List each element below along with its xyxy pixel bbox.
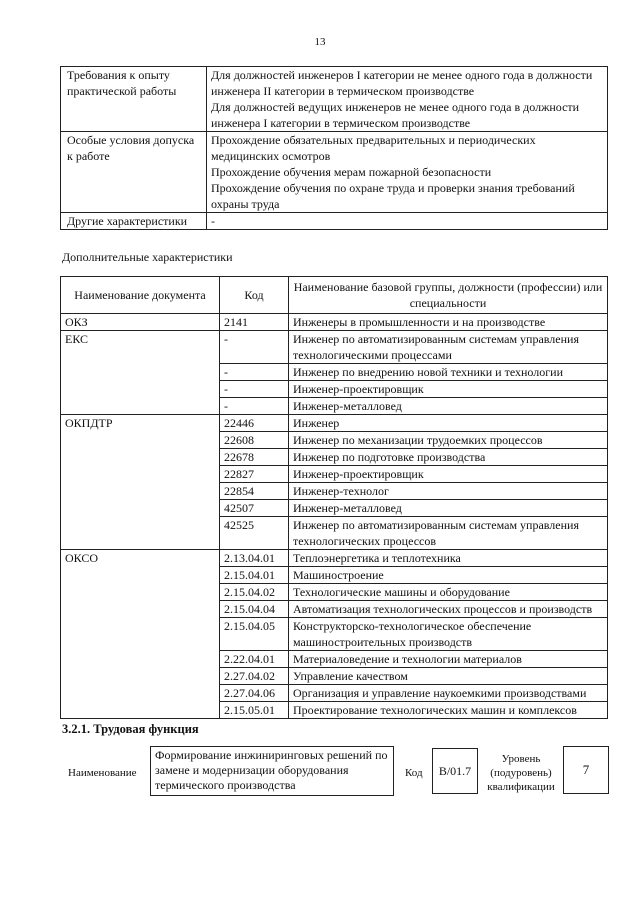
code-cell: 2.13.04.01 (220, 550, 289, 567)
level-value: 7 (582, 762, 590, 777)
group-name-cell: Машиностроение (289, 567, 608, 584)
group-name-cell: Автоматизация технологических процессов и производств (289, 601, 608, 618)
group-name-cell: Материаловедение и технологии материалов (289, 651, 608, 668)
table-row (61, 314, 608, 331)
group-name-cell: Инженер по автоматизированным системам управления технологических процессов (289, 517, 608, 550)
code-cell: 2141 (220, 314, 289, 331)
group-name-cell: Инженер по механизации трудоемких процессов (289, 432, 608, 449)
requirements-table (60, 66, 608, 230)
code-cell: - (220, 381, 289, 398)
code-cell: - (220, 398, 289, 415)
function-code-value: B/01.7 (438, 763, 472, 778)
requirement-line: Прохождение обязательных предварительных и периодических медицинских осмотров (211, 133, 536, 163)
group-name-cell: Инженер по подготовке производства (289, 449, 608, 466)
group-name-cell: Инженер (289, 415, 608, 432)
additional-characteristics-title: Дополнительные характеристики (62, 250, 233, 264)
requirement-value (207, 213, 608, 230)
table-header-row (61, 277, 608, 314)
header-document: Наименование документа (61, 277, 220, 314)
page-number: 13 (314, 36, 326, 48)
document-name-cell: ОКПДТР (61, 415, 220, 550)
function-name-box (150, 746, 394, 796)
requirement-line: - (211, 214, 215, 228)
section-title: 3.2.1. Трудовая функция (62, 722, 199, 736)
requirement-key: Требования к опыту практической работы (61, 67, 207, 132)
group-name-cell: Управление качеством (289, 668, 608, 685)
level-value-box (563, 746, 609, 794)
group-name-cell: Инженер-проектировщик (289, 381, 608, 398)
requirement-row (61, 132, 608, 213)
table-row (61, 550, 608, 567)
level-label: Уровень (подуровень) квалификации (487, 753, 555, 793)
document-name-cell: ЕКС (61, 331, 220, 415)
code-cell: 2.15.04.01 (220, 567, 289, 584)
requirement-value (207, 132, 608, 213)
code-cell: 42507 (220, 500, 289, 517)
group-name-cell: Технологические машины и оборудование (289, 584, 608, 601)
requirement-key: Особые условия допуска к работе (61, 132, 207, 213)
code-cell: 22446 (220, 415, 289, 432)
group-name-cell: Инженер-проектировщик (289, 466, 608, 483)
code-cell: 42525 (220, 517, 289, 550)
group-name-cell: Проектирование технологических машин и комплексов (289, 702, 608, 719)
function-name-value: Формирование инжиниринговых решений по замене и модернизации оборудования термического производства (155, 748, 388, 792)
requirement-line: Прохождение обучения по охране труда и проверки знания требований охраны труда (211, 181, 575, 211)
additional-characteristics-table (60, 276, 608, 719)
group-name-cell: Теплоэнергетика и теплотехника (289, 550, 608, 567)
requirement-line: Для должностей ведущих инженеров не менее одного года в должности инженера I категории в термическом производстве (211, 100, 580, 130)
code-cell: 22827 (220, 466, 289, 483)
requirement-line: Для должностей инженеров I категории не менее одного года в должности инженера II категории в термическом производстве (211, 68, 593, 98)
table-row (61, 415, 608, 432)
code-cell: 2.15.04.04 (220, 601, 289, 618)
code-cell: 2.22.04.01 (220, 651, 289, 668)
requirement-key: Другие характеристики (61, 213, 207, 230)
group-name-cell: Инженер по внедрению новой техники и технологии (289, 364, 608, 381)
header-code: Код (220, 277, 289, 314)
code-cell: 22678 (220, 449, 289, 466)
code-cell: - (220, 364, 289, 381)
code-cell: 2.27.04.02 (220, 668, 289, 685)
code-cell: - (220, 331, 289, 364)
code-cell: 2.27.04.06 (220, 685, 289, 702)
requirement-row (61, 67, 608, 132)
name-label: Наименование (68, 767, 137, 779)
code-label: Код (405, 767, 423, 779)
group-name-cell: Инженер-технолог (289, 483, 608, 500)
group-name-cell: Организация и управление наукоемкими производствами (289, 685, 608, 702)
code-cell: 22854 (220, 483, 289, 500)
group-name-cell: Конструкторско-технологическое обеспечение машиностроительных производств (289, 618, 608, 651)
requirement-value (207, 67, 608, 132)
code-cell: 2.15.04.02 (220, 584, 289, 601)
header-group-name: Наименование базовой группы, должности (профессии) или специальности (289, 277, 608, 314)
group-name-cell: Инженер-металловед (289, 398, 608, 415)
table-row (61, 331, 608, 364)
group-name-cell: Инженеры в промышленности и на производстве (289, 314, 608, 331)
code-cell: 2.15.05.01 (220, 702, 289, 719)
document-name-cell: ОКСО (61, 550, 220, 719)
document-name-cell: ОКЗ (61, 314, 220, 331)
group-name-cell: Инженер-металловед (289, 500, 608, 517)
group-name-cell: Инженер по автоматизированным системам управления технологическими процессами (289, 331, 608, 364)
code-cell: 2.15.04.05 (220, 618, 289, 651)
code-cell: 22608 (220, 432, 289, 449)
requirement-row (61, 213, 608, 230)
requirement-line: Прохождение обучения мерам пожарной безопасности (211, 165, 492, 179)
function-code-box (432, 748, 478, 794)
